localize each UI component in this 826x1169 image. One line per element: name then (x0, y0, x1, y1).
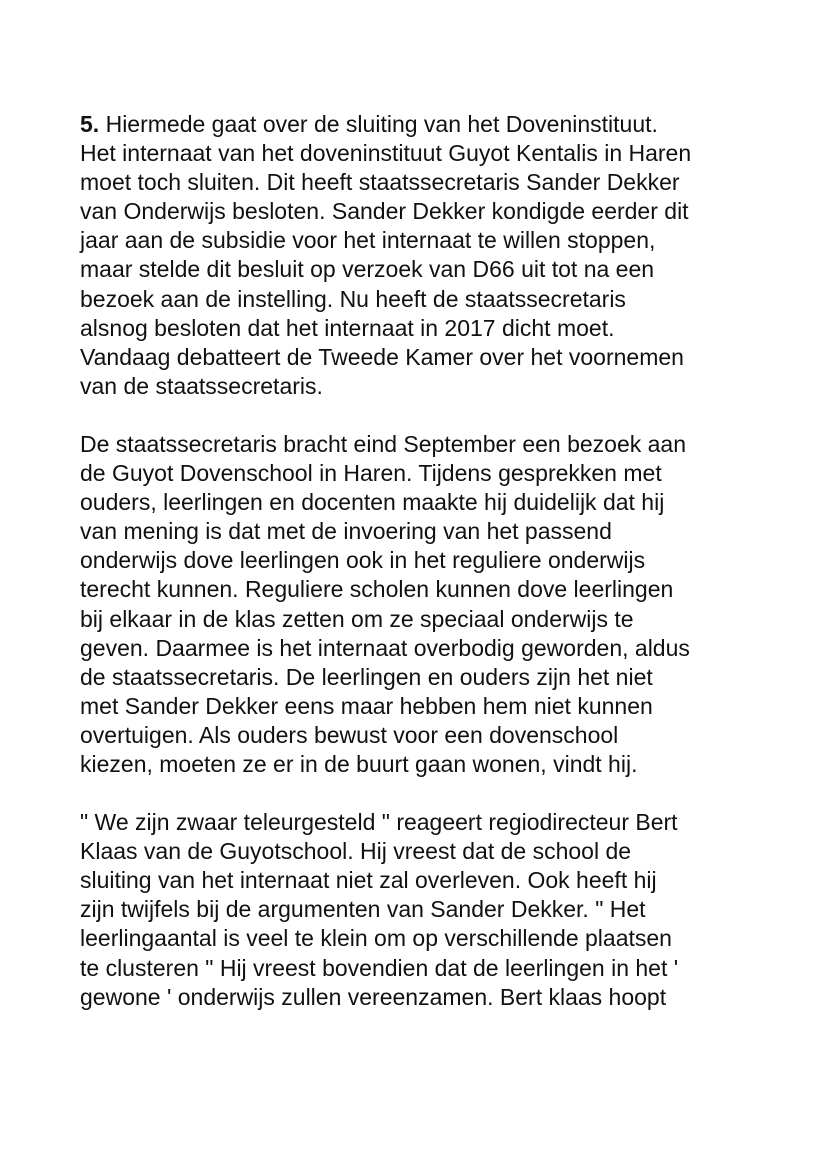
paragraph-1 (80, 110, 760, 401)
text-line: ouders, leerlingen en docenten maakte hij duidelijk dat hij (80, 489, 665, 516)
text-line: Klaas van de Guyotschool. Hij vreest dat de school de (80, 838, 632, 865)
text-line: 5. Hiermede gaat over de sluiting van het Doveninstituut. (80, 111, 658, 137)
text-line: de staatssecretaris. De leerlingen en ouders zijn het niet (80, 663, 653, 690)
text-line: van Onderwijs besloten. Sander Dekker kondigde eerder dit (80, 198, 689, 225)
text-line: te clusteren " Hij vreest bovendien dat de leerlingen in het ' (80, 954, 679, 981)
text-line: met Sander Dekker eens maar hebben hem niet kunnen (80, 692, 653, 719)
text-line: bij elkaar in de klas zetten om ze speciaal onderwijs te (80, 605, 634, 632)
text-line: alsnog besloten dat het internaat in 2017 dicht moet. (80, 314, 615, 341)
text-line: van de staatssecretaris. (80, 372, 323, 399)
text-line: de Guyot Dovenschool in Haren. Tijdens gesprekken met (80, 460, 662, 487)
text-line: moet toch sluiten. Dit heeft staatssecretaris Sander Dekker (80, 169, 680, 196)
text-line: zijn twijfels bij de argumenten van Sander Dekker. " Het (80, 896, 646, 923)
text-line: leerlingaantal is veel te klein om op verschillende plaatsen (80, 925, 672, 952)
text-line: maar stelde dit besluit op verzoek van D66 uit tot na een (80, 256, 655, 283)
text-line: geven. Daarmee is het internaat overbodig geworden, aldus (80, 634, 690, 661)
text-line: van mening is dat met de invoering van het passend (80, 518, 612, 545)
text-line: onderwijs dove leerlingen ook in het reguliere onderwijs (80, 547, 646, 574)
text-line: sluiting van het internaat niet zal overleven. Ook heeft hij (80, 867, 657, 894)
text-line: " We zijn zwaar teleurgesteld " reageert regiodirecteur Bert (80, 809, 678, 836)
text-line: jaar aan de subsidie voor het internaat te willen stoppen, (80, 227, 656, 254)
paragraph-2 (80, 430, 760, 779)
text-line: overtuigen. Als ouders bewust voor een dovenschool (80, 721, 619, 748)
document-page (80, 110, 760, 1041)
paragraph-3 (80, 808, 760, 1012)
text-line: terecht kunnen. Reguliere scholen kunnen dove leerlingen (80, 576, 674, 603)
text-line: kiezen, moeten ze er in de buurt gaan wonen, vindt hij. (80, 750, 638, 777)
text-line: Vandaag debatteert de Tweede Kamer over het voornemen (80, 343, 684, 370)
section-number: 5. (80, 111, 100, 137)
text-line: bezoek aan de instelling. Nu heeft de staatssecretaris (80, 285, 626, 312)
text-line: gewone ' onderwijs zullen vereenzamen. Bert klaas hoopt (80, 983, 667, 1010)
text-line: Het internaat van het doveninstituut Guyot Kentalis in Haren (80, 140, 692, 167)
text-line: De staatssecretaris bracht eind September een bezoek aan (80, 430, 687, 457)
